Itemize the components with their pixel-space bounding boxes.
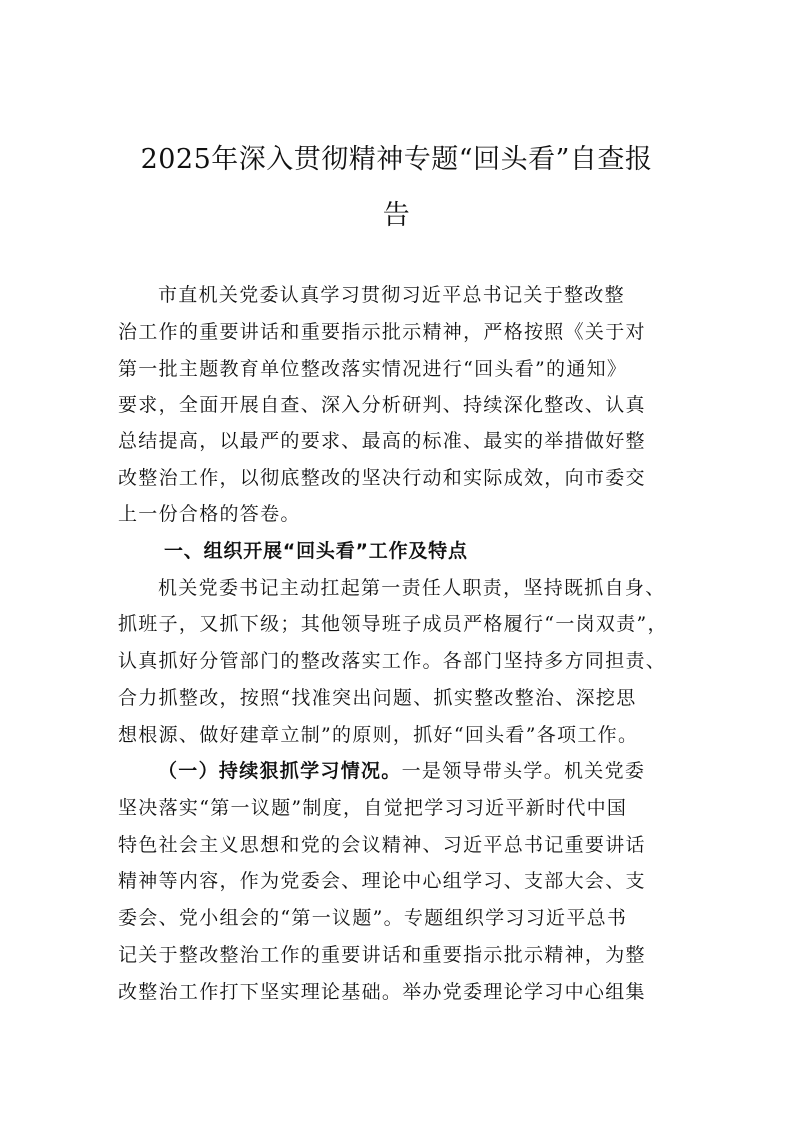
paragraph-2-line: 机关党委书记主动扛起第一责任人职责，坚持既抓自身、 (158, 577, 666, 599)
paragraph-1-line: 上一份合格的答卷。 (118, 503, 301, 525)
paragraph-2-line: 合力抓整改，按照“找准突出问题、抓实整改整治、深挖思 (118, 687, 637, 709)
paragraph-1-line: 改整治工作，以彻底整改的坚决行动和实际成效，向市委交 (118, 467, 646, 489)
paragraph-1-line: 总结提高，以最严的要求、最高的标准、最实的举措做好整 (118, 430, 646, 452)
document-title-line-1: 2025年深入贯彻精神专题“回头看”自查报 (140, 144, 653, 175)
paragraph-3-first-text: 一是领导带头学。机关党委 (401, 760, 646, 782)
paragraph-3-line: 特色社会主义思想和党的会议精神、习近平总书记重要讲话 (118, 834, 646, 856)
paragraph-3-line: 坚决落实“第一议题”制度，自觉把学习习近平新时代中国 (118, 797, 628, 819)
document-title-line-2: 告 (382, 200, 411, 231)
paragraph-2-line: 认真抓好分管部门的整改落实工作。各部门坚持多方同担责、 (118, 650, 667, 672)
paragraph-3-line: 改整治工作打下坚实理论基础。举办党委理论学习中心组集 (118, 981, 646, 1003)
paragraph-3-first-line (158, 762, 688, 781)
paragraph-1-line: 要求，全面开展自查、深入分析研判、持续深化整改、认真 (118, 394, 646, 416)
paragraph-1-line: 第一批主题教育单位整改落实情况进行“回头看”的通知》 (118, 358, 628, 380)
paragraph-2-line: 想根源、做好建章立制”的原则，抓好“回头看”各项工作。 (118, 724, 639, 746)
paragraph-3-line: 记关于整改整治工作的重要讲话和重要指示批示精神，为整 (118, 944, 646, 966)
paragraph-1-line: 市直机关党委认真学习贯彻习近平总书记关于整改整 (158, 284, 625, 306)
subsection-lead: （一）持续狠抓学习情况。 (158, 760, 402, 782)
paragraph-3-line: 精神等内容，作为党委会、理论中心组学习、支部大会、支 (118, 870, 646, 892)
paragraph-1-line: 治工作的重要讲话和重要指示批示精神，严格按照《关于对 (118, 321, 646, 343)
paragraph-2-line: 抓班子，又抓下级；其他领导班子成员严格履行“一岗双责”， (118, 613, 668, 635)
paragraph-3-line: 委会、党小组会的“第一议题”。专题组织学习习近平总书 (118, 907, 628, 929)
section-heading: 一、组织开展“回头看”工作及特点 (164, 540, 468, 562)
